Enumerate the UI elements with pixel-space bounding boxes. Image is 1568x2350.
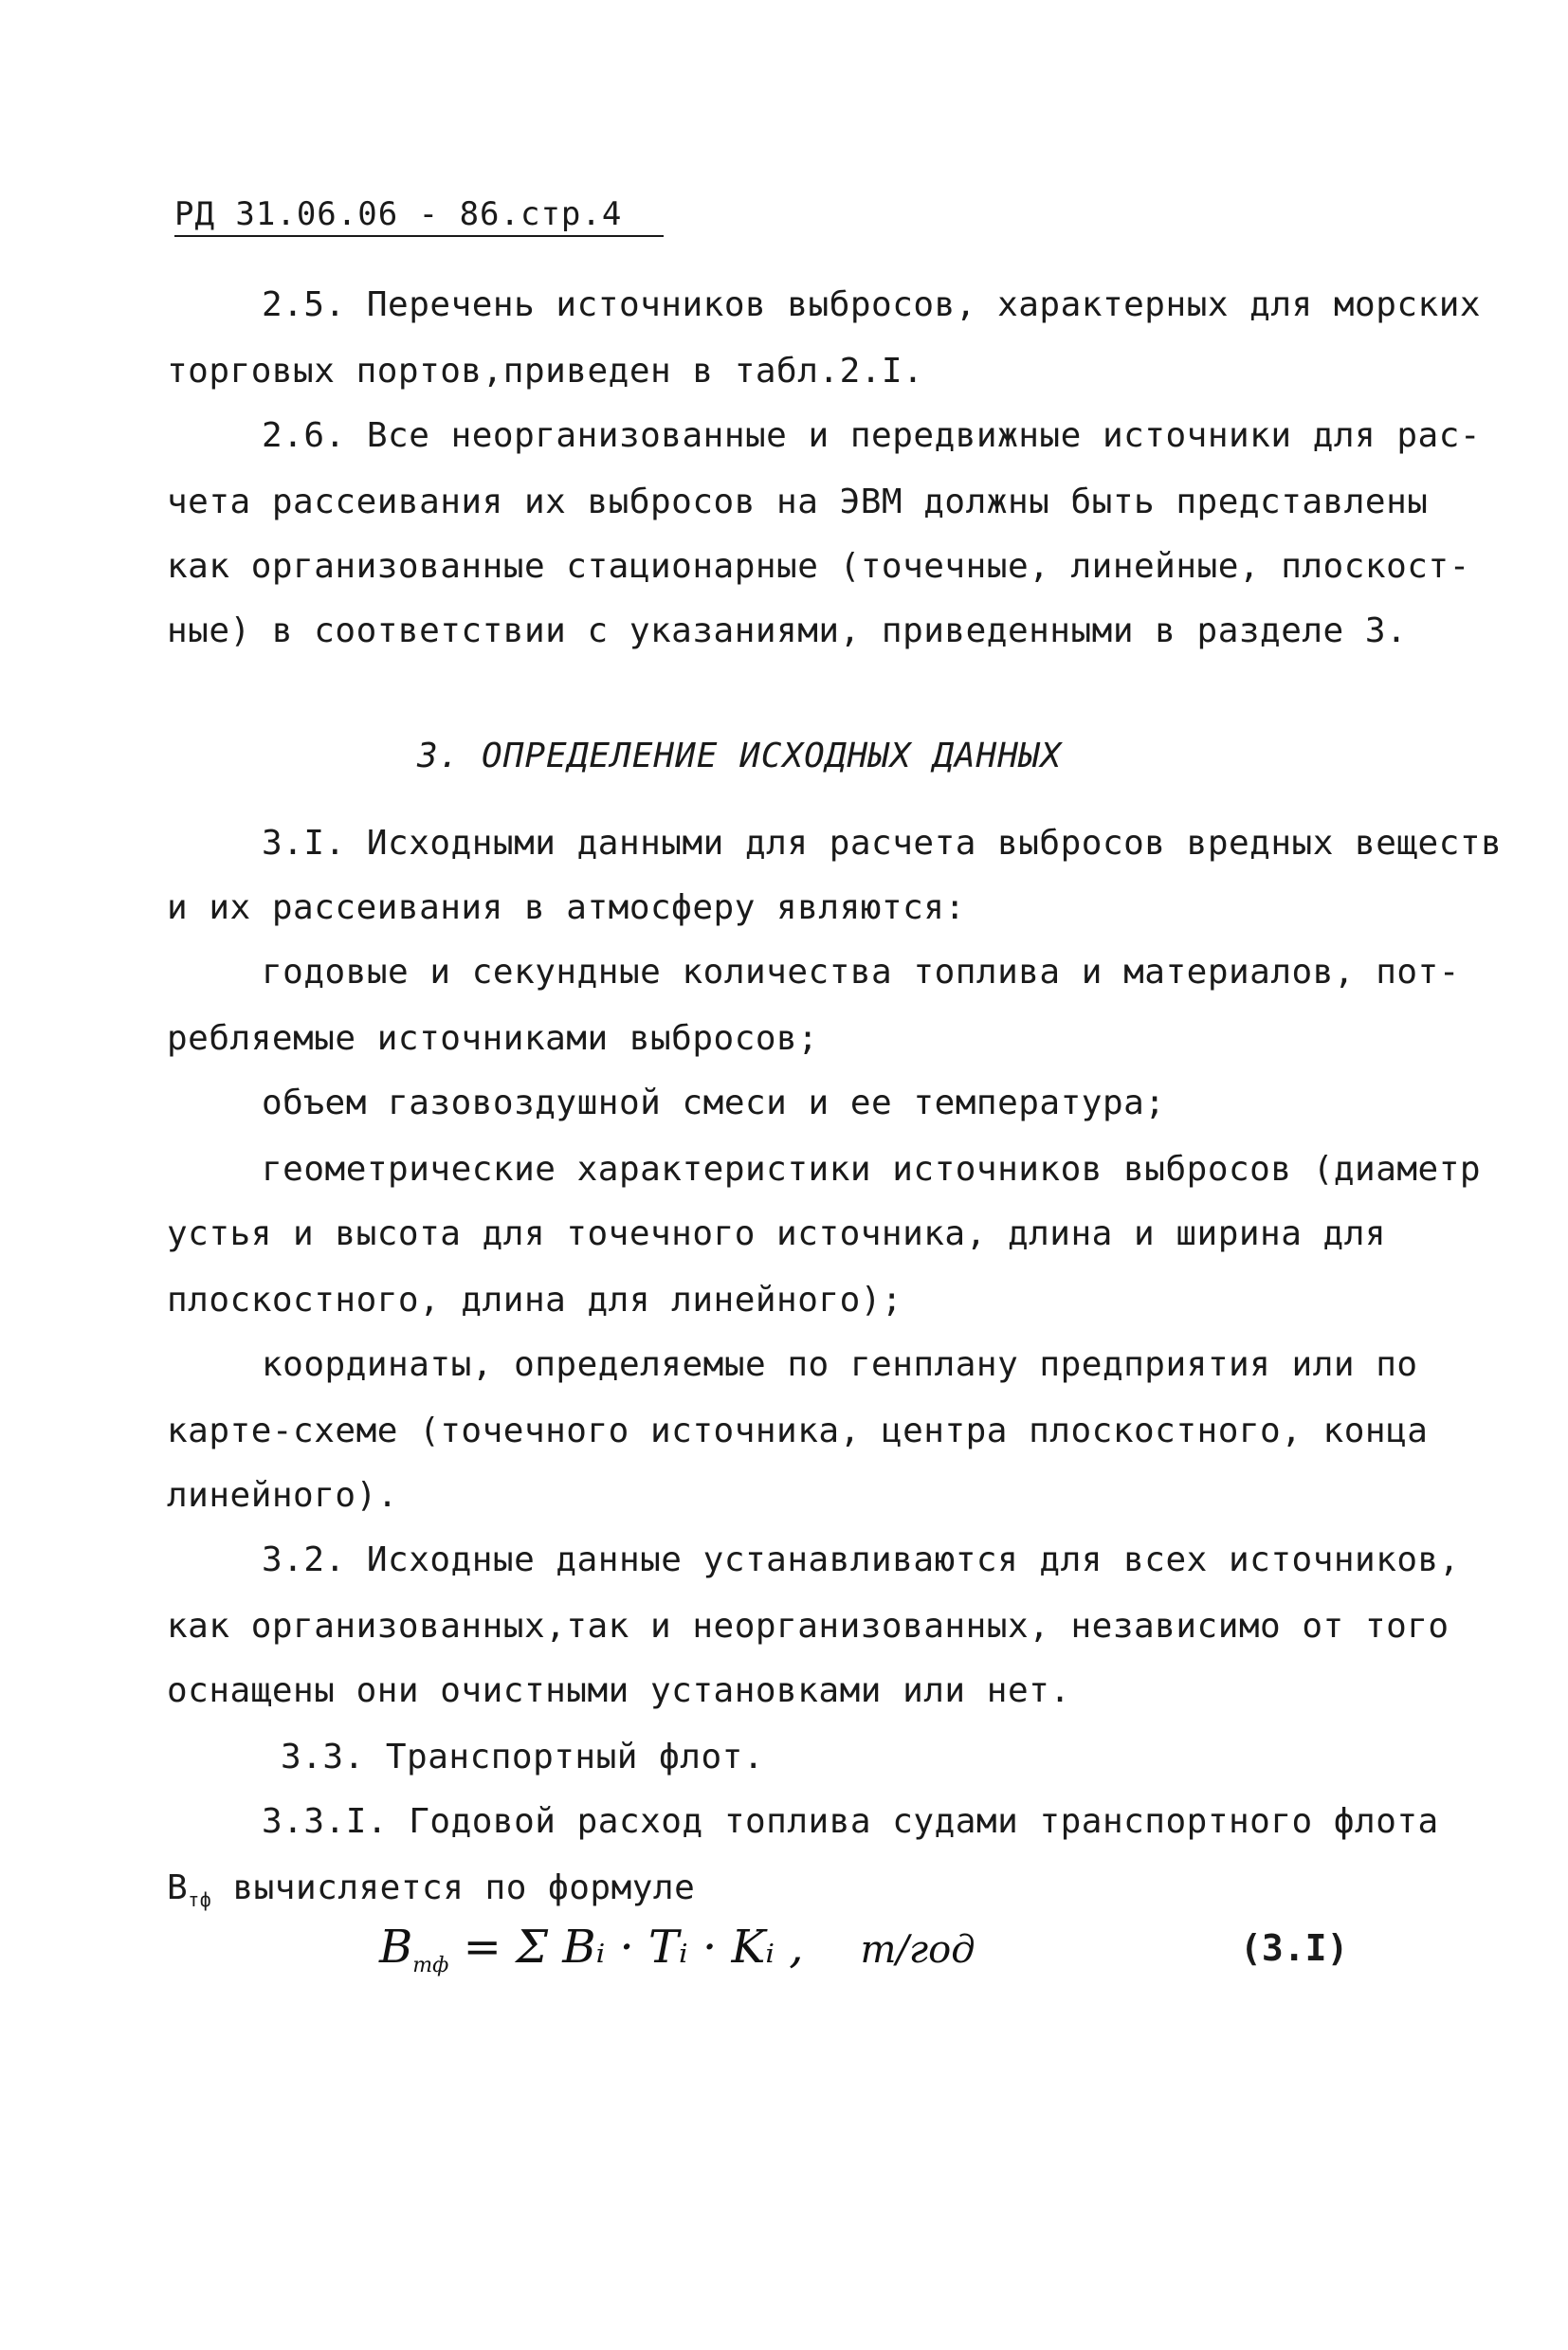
paragraph-3-3-1-line-2-text: вычисляется по формуле <box>211 1868 696 1907</box>
section-heading: 3. ОПРЕДЕЛЕНИЕ ИСХОДНЫХ ДАННЫХ <box>417 737 1063 775</box>
formula-lhs: B <box>379 1921 413 1974</box>
paragraph-3-1-line-7: устья и высота для точечного источника, длина и ширина для <box>167 1214 1387 1253</box>
formula-3-1 <box>379 1919 975 1995</box>
paragraph-2-6-line-3: как организованные стационарные (точечные, линейные, плоскост- <box>167 547 1470 586</box>
formula-unit: т/год <box>860 1928 975 1972</box>
symbol-b: B <box>167 1868 189 1907</box>
formula-number: (3.I) <box>1240 1927 1349 1969</box>
page-header: РД 31.06.06 - 86.стр.4 <box>174 195 664 237</box>
paragraph-3-3-line-1: 3.3. Транспортный флот. <box>281 1738 764 1776</box>
paragraph-3-2-line-2: как организованных,так и неорганизованных, независимо от того <box>167 1607 1449 1646</box>
paragraph-3-1-line-5: объем газовоздушной смеси и ее температура; <box>262 1084 1166 1122</box>
paragraph-3-1-line-11: линейного). <box>167 1476 398 1515</box>
paragraph-3-2-line-1: 3.2. Исходные данные устанавливаются для всех источников, <box>262 1540 1460 1579</box>
paragraph-2-6-line-2: чета рассеивания их выбросов на ЭВМ должны быть представлены <box>167 483 1429 521</box>
paragraph-3-1-line-9: координаты, определяемые по генплану предприятия или по <box>262 1345 1418 1384</box>
paragraph-2-6-line-4: ные) в соответствии с указаниями, приведенными в разделе 3. <box>167 611 1408 650</box>
paragraph-2-5-line-1: 2.5. Перечень источников выбросов, характерных для морских <box>262 285 1482 324</box>
paragraph-3-3-1-line-1: 3.3.I. Годовой расход топлива судами транспортного флота <box>262 1802 1439 1841</box>
paragraph-3-1-line-1: 3.I. Исходными данными для расчета выбросов вредных веществ <box>262 824 1503 863</box>
formula-lhs-subscript: тф <box>412 1954 449 1977</box>
paragraph-3-1-line-3: годовые и секундные количества топлива и материалов, пот- <box>262 953 1460 992</box>
paragraph-3-1-line-2: и их рассеивания в атмосферу являются: <box>167 888 966 927</box>
paragraph-2-5-line-2: торговых портов,приведен в табл.2.I. <box>167 352 924 391</box>
paragraph-2-6-line-1: 2.6. Все неорганизованные и передвижные источники для рас- <box>262 416 1482 455</box>
paragraph-3-2-line-3: оснащены они очистными установками или нет. <box>167 1671 1071 1710</box>
paragraph-3-1-line-4: ребляемые источниками выбросов; <box>167 1019 819 1058</box>
symbol-b-subscript: тф <box>188 1888 212 1911</box>
formula-rhs: = Σ Bᵢ · Tᵢ · Kᵢ , <box>448 1921 804 1974</box>
paragraph-3-1-line-6: геометрические характеристики источников выбросов (диаметр <box>262 1150 1482 1189</box>
paragraph-3-3-1-line-2 <box>167 1867 695 1921</box>
paragraph-3-1-line-8: плоскостного, длина для линейного); <box>167 1281 903 1320</box>
paragraph-3-1-line-10: карте-схеме (точечного источника, центра плоскостного, конца <box>167 1412 1429 1450</box>
